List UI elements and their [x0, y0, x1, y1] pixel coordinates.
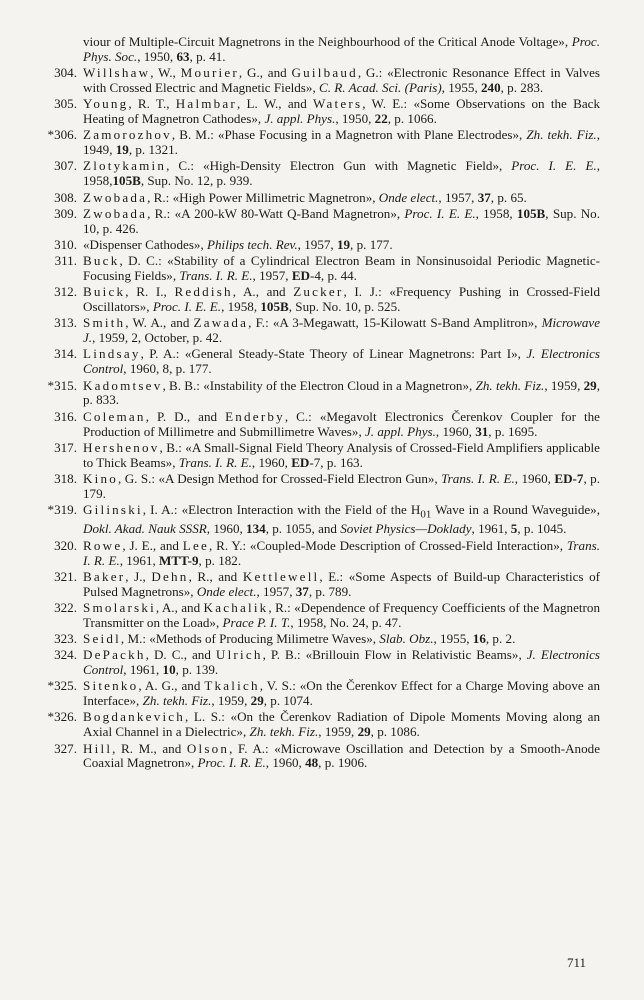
reference-text: , p. 2. [485, 630, 516, 646]
journal-title: Zh. tekh. Fiz. [475, 377, 545, 393]
reference-number: 311. [54, 253, 77, 269]
reference-text: , I. A.: «Electron Interaction with the Field of the H [142, 501, 421, 517]
journal-title: Onde elect. [378, 189, 439, 205]
volume-number: 29 [250, 693, 264, 709]
reference-text: , W. E.: «Some Observations on the Back Heating of Magnetron Cathodes», [83, 96, 600, 127]
author-surname: Zucker [293, 284, 344, 300]
reference-text: , 1960, [435, 423, 476, 439]
volume-number: 105B [112, 173, 141, 189]
volume-number: 29 [357, 724, 371, 740]
reference-entry [40, 648, 600, 678]
reference-entry [40, 316, 600, 346]
reference-number: 321. [54, 568, 77, 584]
author-surname: Kachalik [203, 599, 269, 615]
journal-title: J. appl. Phys. [365, 423, 436, 439]
reference-text: , P. D., and [145, 408, 226, 424]
reference-text: , L. W., and [237, 96, 314, 112]
reference-number: 309. [54, 205, 77, 221]
author-surname: Enderby [225, 408, 285, 424]
reference-entry [40, 539, 600, 569]
author-surname: Tkalich [204, 678, 260, 694]
journal-title: Soviet Physics—Doklady [340, 521, 472, 537]
volume-number: 19 [115, 142, 129, 158]
journal-title: J. Electronics Control [83, 647, 600, 678]
author-surname: Waters [313, 96, 363, 112]
reference-list [40, 35, 600, 773]
reference-text: , C.: «High-Density Electron Gun with Magnetic Field», [166, 158, 512, 174]
reference-text: , p. 41. [189, 48, 226, 64]
reference-number: 327. [54, 740, 77, 756]
reference-text: , C.: «Megavolt Electronics Čerenkov Coupler for the Production of Millimetre and Submillimetre Waves», [83, 408, 600, 439]
reference-entry [40, 632, 600, 647]
reference-text: , A. G., and [138, 678, 205, 694]
volume-number: 134 [246, 521, 266, 537]
author-surname: Zwobada [83, 189, 148, 205]
reference-text: , 1959, [318, 724, 358, 740]
reference-entry [40, 159, 600, 189]
volume-number: 5 [510, 521, 518, 537]
reference-text: , F.: «A 3-Megawatt, 15-Kilowatt S-Band Amplitron», [248, 315, 542, 331]
author-surname: Mourier [180, 65, 239, 81]
volume-number: 48 [305, 755, 319, 771]
reference-text: , p. 1086. [370, 724, 420, 740]
journal-title: Proc. I. E. E. [404, 205, 476, 221]
reference-text: , 1950, [335, 111, 375, 127]
reference-text: , p. 1321. [128, 142, 178, 158]
reference-text: , B. B.: «Instability of the Electron Cloud in a Magnetron», [162, 377, 476, 393]
reference-text: , L. S.: «On the Čerenkov Radiation of Dipole Moments Moving along an Axial Channel in a Dielectric», [83, 709, 600, 740]
journal-title: Onde elect. [196, 583, 257, 599]
reference-number: 316. [54, 408, 77, 424]
volume-number: 19 [336, 236, 351, 252]
volume-number: 37 [477, 189, 491, 205]
author-surname: Hill [83, 740, 113, 756]
reference-text: , 1955, [433, 630, 473, 646]
reference-text: Wave in a Round Waveguide», [431, 501, 600, 517]
volume-number: 105B [516, 205, 546, 221]
reference-text: , Sup. No. 10, p. 525. [288, 299, 401, 315]
journal-title: Microwave J. [83, 315, 601, 346]
reference-text: , 1960, 8, p. 177. [123, 361, 212, 377]
reference-number: 310. [54, 236, 77, 252]
reference-text: , J., [125, 568, 152, 584]
reference-text: , p. 177. [350, 236, 393, 252]
reference-text: , p. 139. [175, 662, 219, 678]
reference-text: , p. 1074. [263, 693, 313, 709]
reference-number: *319. [47, 501, 77, 517]
reference-text: , M.: «Methods of Producing Milimetre Waves», [120, 630, 380, 646]
reference-text: , 1958, No. 24, p. 47. [290, 614, 402, 630]
author-surname: Zlotykamin [83, 158, 167, 174]
reference-number: *326. [47, 709, 77, 725]
author-surname: Smith [83, 315, 126, 331]
reference-entry [40, 601, 600, 631]
reference-entry [40, 254, 600, 284]
reference-entry [40, 441, 600, 471]
reference-entry [40, 347, 600, 377]
reference-entry [40, 410, 600, 440]
reference-text: , 1961, [471, 521, 511, 537]
reference-number: 322. [54, 599, 77, 615]
journal-title: Prace P. I. T. [222, 614, 291, 630]
journal-title: Trans. I. R. E. [178, 454, 252, 470]
reference-text: , 1960, [251, 454, 292, 470]
author-surname: Young [83, 96, 129, 112]
reference-text: , R., and [188, 568, 243, 584]
journal-title: Proc. I. R. E. [197, 755, 266, 771]
reference-number: 314. [54, 346, 77, 362]
author-surname: Dehn [151, 568, 189, 584]
journal-title: J. Electronics Control [83, 346, 600, 377]
reference-text: , P. A.: «General Steady-State Theory of Linear Magnetrons: Part I», [140, 346, 527, 362]
reference-text: , 1957, [252, 267, 292, 283]
journal-title: Trans. I. R. E. [179, 267, 253, 283]
reference-text: , 1957, [297, 236, 337, 252]
reference-text: , p. 1045. [517, 521, 567, 537]
author-surname: Reddish [174, 284, 233, 300]
reference-text: , 1958, [475, 205, 517, 221]
reference-text: , Sup. No. 10, p. 426. [83, 205, 601, 236]
reference-text: , G.: «Electronic Resonance Effect in Valves with Crossed Electric and Magnetic Fields», [83, 65, 600, 96]
reference-text: , p. 1695. [488, 423, 538, 439]
author-surname: Zwobada [83, 205, 148, 221]
reference-text: , B.: «A Small-Signal Field Theory Analysis of Crossed-Field Amplifiers applicable to Thick Beams», [83, 439, 600, 470]
reference-text: , R.: «A 200-kW 80-Watt Q-Band Magnetron», [147, 205, 405, 221]
author-surname: Hershenov [83, 439, 160, 455]
author-surname: Halmbar [175, 96, 237, 112]
author-surname: Zawada [193, 315, 249, 331]
volume-number: MTT-9 [159, 552, 199, 568]
reference-text: , 1949, [83, 127, 600, 158]
reference-number: *315. [47, 377, 77, 393]
reference-entry [40, 742, 600, 772]
reference-text: , R. Y.: «Coupled-Mode Description of Crossed-Field Interaction», [208, 537, 567, 553]
reference-number: 324. [54, 647, 77, 663]
reference-text: , 1957, [256, 583, 296, 599]
reference-text: , 1958, [221, 299, 261, 315]
reference-text: , 1961, [123, 662, 163, 678]
reference-text: , 1957, [438, 189, 478, 205]
reference-text: , B. M.: «Phase Focusing in a Magnetron with Plane Electrodes», [171, 127, 527, 143]
reference-text: , W., [150, 65, 181, 81]
journal-title: Zh. tekh. Fiz. [249, 724, 319, 740]
reference-text: , p. 179. [83, 470, 600, 501]
journal-title: Proc. I. E. E. [511, 158, 597, 174]
reference-text: , 1958, [83, 158, 600, 189]
reference-text: viour of Multiple-Circuit Magnetrons in the Neighbourhood of the Critical Anode Voltage», [83, 34, 572, 49]
reference-entry [40, 285, 600, 315]
reference-text: , 1955, [441, 80, 481, 96]
author-surname: Lee [182, 537, 209, 553]
journal-title: Dokl. Akad. Nauk SSSR [83, 521, 207, 537]
reference-text: , p. 833. [83, 377, 600, 408]
volume-number: ED [291, 454, 310, 470]
author-surname: Ulrich [215, 647, 263, 663]
author-surname: Gilinski [83, 501, 143, 517]
reference-entry [40, 207, 600, 237]
reference-text: , 1959, [544, 377, 584, 393]
reference-number: 308. [54, 189, 77, 205]
journal-title: Proc. I. E. E. [152, 299, 222, 315]
journal-title: Zh. tekh. Fiz. [142, 693, 212, 709]
reference-text: , R.: «High Power Millimetric Magnetron», [147, 189, 379, 205]
subscript: 01 [420, 508, 432, 521]
reference-entry [40, 710, 600, 740]
reference-text: , p. 65. [490, 189, 527, 205]
reference-number: 307. [54, 158, 77, 174]
volume-number: 63 [176, 48, 190, 64]
reference-text: , Sup. No. 12, p. 939. [140, 173, 253, 189]
reference-text: , 1959, [211, 693, 251, 709]
author-surname: Bogdankevich [83, 709, 186, 725]
reference-text: , D. C.: «Stability of a Cylindrical Electron Beam in Nonsinusoidal Periodic Magnetic-Focusing Fields», [83, 253, 600, 283]
reference-number: 313. [54, 315, 77, 331]
reference-text: , 1959, 2, October, p. 42. [92, 330, 223, 346]
reference-entry [40, 679, 600, 709]
reference-text: , p. 182. [198, 552, 242, 568]
author-surname: Zamorozhov [83, 127, 172, 143]
reference-text: , J. E., and [122, 537, 183, 553]
reference-text: , p. 789. [308, 583, 352, 599]
journal-title: Proc. Phys. Soc. [83, 34, 600, 64]
volume-number: 16 [472, 630, 486, 646]
author-surname: Seidl [83, 630, 121, 646]
journal-title: Trans. I. R. E. [441, 470, 515, 486]
reference-text: , V. S.: «On the Čerenkov Effect for a Charge Moving above an Interface», [83, 678, 600, 709]
volume-number: 105B [260, 299, 289, 315]
reference-text: , 1961, [119, 552, 160, 568]
author-surname: Kadomtsev [83, 377, 163, 393]
reference-number: 320. [54, 537, 77, 553]
volume-number: 240 [480, 80, 501, 96]
author-surname: Olson [186, 740, 230, 756]
reference-text: , E.: «Some Aspects of Build-up Characteristics of Pulsed Magnetrons», [83, 568, 601, 599]
journal-title: J. appl. Phys. [264, 111, 336, 127]
reference-number: 317. [54, 439, 77, 455]
reference-number: 323. [54, 630, 77, 646]
reference-entry [40, 570, 600, 600]
reference-number: *325. [47, 678, 77, 694]
reference-text: , p. 1066. [387, 111, 437, 127]
reference-text: , p. 283. [500, 80, 544, 96]
reference-number: 304. [54, 65, 77, 81]
reference-text: , A., and [155, 599, 204, 615]
author-surname: Rowe [83, 537, 123, 553]
author-surname: Lindsay [83, 346, 141, 362]
reference-text: , R. I., [125, 284, 175, 300]
volume-number: ED [291, 267, 311, 283]
reference-number: 305. [54, 96, 77, 112]
reference-text: , p. 1906. [318, 755, 368, 771]
reference-text: , 1960, [514, 470, 555, 486]
journal-title: Slab. Obz. [379, 630, 434, 646]
author-surname: Kettlewell [242, 568, 320, 584]
author-surname: Buck [83, 253, 120, 269]
volume-number: 29 [583, 377, 597, 393]
author-surname: Willshaw [83, 65, 151, 81]
reference-entry [40, 128, 600, 158]
author-surname: Sitenko [83, 678, 139, 694]
author-surname: Buick [83, 284, 126, 300]
reference-entry [40, 97, 600, 127]
reference-text: , F. A.: «Microwave Oscillation and Detection by a Smooth-Anode Coaxial Magnetron», [83, 740, 601, 771]
reference-number: *306. [47, 127, 77, 143]
volume-number: 37 [295, 583, 309, 599]
reference-entry [40, 191, 600, 206]
reference-number: 318. [54, 470, 77, 486]
reference-entry [40, 503, 600, 537]
author-surname: Coleman [83, 408, 146, 424]
reference-text: , W. A., and [125, 315, 194, 331]
author-surname: DePackh [83, 647, 146, 663]
volume-number: 22 [374, 111, 388, 127]
reference-text: , p. 1055, and [265, 521, 341, 537]
volume-number: 10 [162, 662, 176, 678]
reference-entry [40, 379, 600, 409]
reference-text: , G., and [238, 65, 292, 81]
reference-text: , 1960, [206, 521, 247, 537]
journal-title: C. R. Acad. Sci. (Paris) [319, 80, 442, 96]
reference-text: , R.: «Dependence of Frequency Coefficients of the Magnetron Transmitter on the Load», [83, 599, 601, 630]
journal-title: Philips tech. Rev. [207, 236, 298, 252]
reference-text: , R. M., and [112, 740, 187, 756]
reference-entry [40, 238, 600, 253]
reference-text: «Dispenser Cathodes», [83, 236, 208, 252]
reference-entry [40, 472, 600, 502]
reference-text: , I. J.: «Frequency Pushing in Crossed-Field Oscillators», [83, 284, 600, 315]
reference-entry [40, 66, 600, 96]
reference-text: , P. B.: «Brillouin Flow in Relativistic Beams», [262, 647, 527, 663]
reference-text: , D. C., and [145, 647, 216, 663]
author-surname: Kino [83, 470, 118, 486]
reference-number: 312. [54, 284, 77, 300]
reference-text: , 1950, [137, 48, 177, 64]
volume-number: ED-7 [554, 470, 584, 486]
page-number: 711 [567, 955, 587, 970]
journal-title: Zh. tekh. Fiz. [526, 127, 597, 143]
reference-entry [40, 35, 600, 65]
reference-text: -7, p. 163. [309, 454, 363, 470]
journal-title: Trans. I. R. E. [83, 537, 600, 568]
reference-text: -4, p. 44. [310, 267, 357, 283]
volume-number: 31 [475, 423, 489, 439]
author-surname: Guilbaud [291, 65, 358, 81]
author-surname: Smolarski [83, 599, 156, 615]
author-surname: Baker [83, 568, 126, 584]
reference-text: , A., and [232, 284, 294, 300]
reference-text: , R. T., [128, 96, 176, 112]
reference-text: , 1960, [265, 755, 306, 771]
reference-text: , G. S.: «A Design Method for Crossed-Field Electron Gun», [118, 470, 442, 486]
